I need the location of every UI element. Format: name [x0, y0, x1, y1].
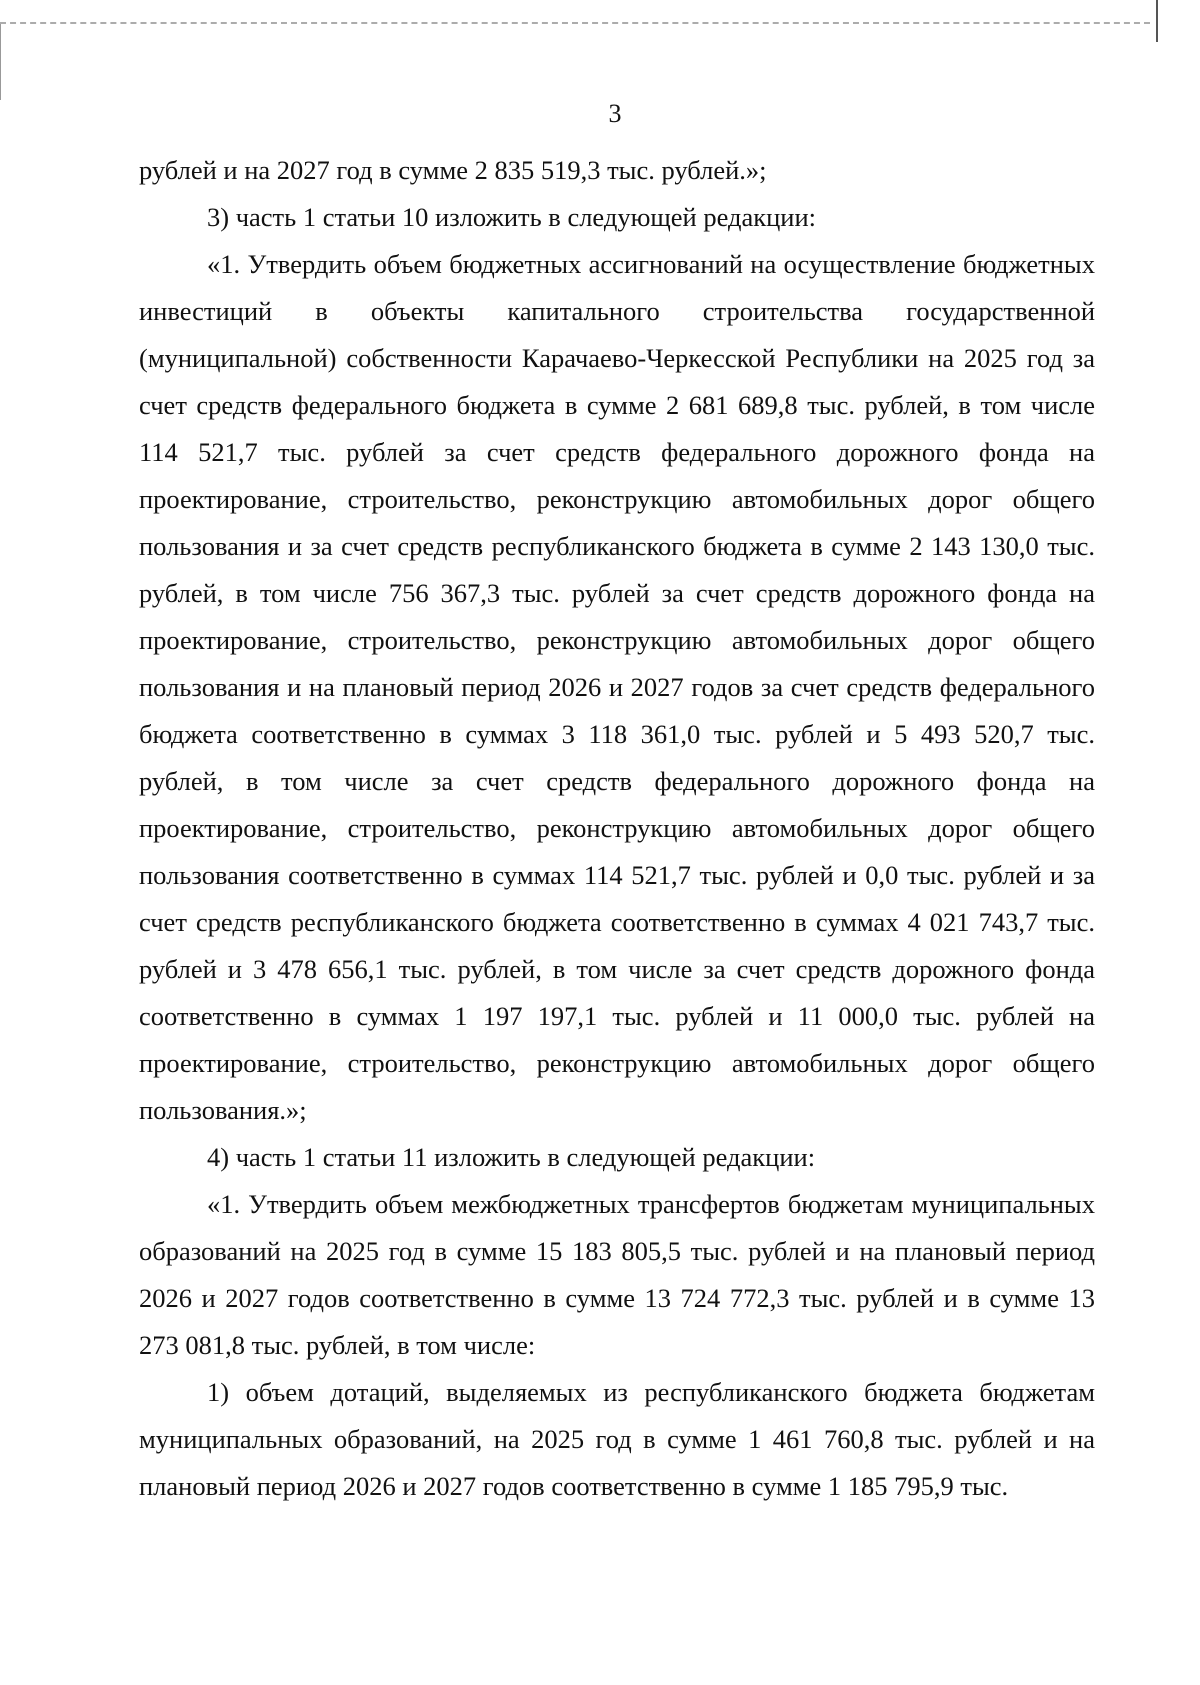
- paragraph-subitem-1-dotations: 1) объем дотаций, выделяемых из республиканского бюджета бюджетам муниципальных образований, на 2025 год в сумме 1 461 760,8 тыс. рублей и на плановый период 2026 и 2027 годов соответственно в сумме 1 185 795,9 тыс.: [139, 1377, 1095, 1501]
- paragraph-item-3-heading: 3) часть 1 статьи 10 изложить в следующей редакции:: [207, 202, 817, 232]
- paragraph-item-4-heading: 4) часть 1 статьи 11 изложить в следующей редакции:: [207, 1142, 816, 1172]
- paragraph-continuation: рублей и на 2027 год в сумме 2 835 519,3 тыс. рублей.»;: [139, 155, 767, 185]
- paragraph-article-11-part-1: «1. Утвердить объем межбюджетных трансфертов бюджетам муниципальных образований на 2025 год в сумме 15 183 805,5 тыс. рублей и на плановый период 2026 и 2027 годов соответственно в сумме 13 724 772,3 тыс. рублей и в сумме 13 273 081,8 тыс. рублей, в том числе:: [139, 1189, 1095, 1360]
- page-number: 3: [608, 99, 622, 128]
- document-body: [139, 147, 1095, 1510]
- scan-edge-right: [1156, 0, 1158, 42]
- scan-edge-top: [0, 22, 1150, 24]
- scan-edge-left: [0, 24, 1, 100]
- paragraph-article-10-part-1: «1. Утвердить объем бюджетных ассигнований на осуществление бюджетных инвестиций в объекты капитального строительства государственной (муниципальной) собственности Карачаево-Черкесской Республики на 2025 год за счет средств федерального бюджета в сумме 2 681 689,8 тыс. рублей, в том числе 114 521,7 тыс. рублей за счет средств федерального дорожного фонда на проектирование, строительство, реконструкцию автомобильных дорог общего пользования и за счет средств республиканского бюджета в сумме 2 143 130,0 тыс. рублей, в том числе 756 367,3 тыс. рублей за счет средств дорожного фонда на проектирование, строительство, реконструкцию автомобильных дорог общего пользования и на плановый период 2026 и 2027 годов за счет средств федерального бюджета соответственно в суммах 3 118 361,0 тыс. рублей и 5 493 520,7 тыс. рублей, в том числе за счет средств федерального дорожного фонда на проектирование, строительство, реконструкцию автомобильных дорог общего пользования соответственно в суммах 114 521,7 тыс. рублей и 0,0 тыс. рублей и за счет средств республиканского бюджета соответственно в суммах 4 021 743,7 тыс. рублей и 3 478 656,1 тыс. рублей, в том числе за счет средств дорожного фонда соответственно в суммах 1 197 197,1 тыс. рублей и 11 000,0 тыс. рублей на проектирование, строительство, реконструкцию автомобильных дорог общего пользования.»;: [139, 249, 1095, 1125]
